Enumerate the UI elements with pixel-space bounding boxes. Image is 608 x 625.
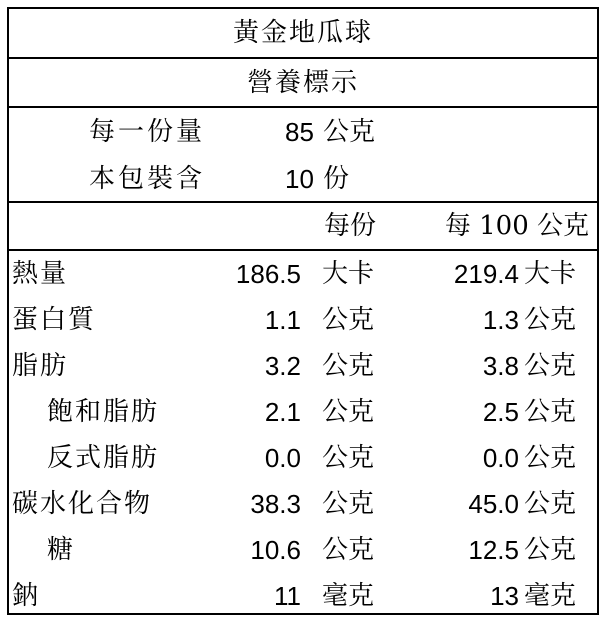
nutrient-name: 飽和脂肪 [47,397,160,427]
nutrient-per-100g-value: 219.4 [453,259,519,289]
nutrient-per-100g-value: 2.5 [482,397,519,427]
nutrient-name: 蛋白質 [12,305,97,335]
serving-size-unit: 公克 [323,117,376,147]
nutrient-per-100g-value: 3.8 [482,351,519,381]
nutrient-per-serving-value: 186.5 [235,259,301,289]
nutrient-name: 鈉 [12,581,41,611]
nutrient-per-100g-unit: 公克 [524,351,577,381]
section-title: 營養標示 [246,68,359,98]
nutrient-per-100g-value: 13 [490,581,519,611]
nutrient-per-100g-value: 1.3 [482,305,519,335]
nutrient-per-serving-value: 3.2 [264,351,301,381]
nutrient-per-100g-unit: 公克 [524,397,577,427]
nutrient-per-serving-unit: 大卡 [322,259,375,289]
nutrient-per-serving-value: 0.0 [264,443,301,473]
nutrient-per-100g-unit: 公克 [524,305,577,335]
nutrient-name: 反式脂肪 [47,443,160,473]
nutrient-per-serving-unit: 公克 [322,535,375,565]
nutrition-label [7,7,599,615]
nutrient-per-serving-unit: 毫克 [322,581,375,611]
nutrient-name: 熱量 [12,259,69,289]
product-name: 黃金地瓜球 [232,18,373,48]
nutrient-name: 碳水化合物 [12,489,153,519]
nutrient-name: 脂肪 [12,351,69,381]
nutrient-per-serving-value: 11 [274,581,301,611]
serving-count-value: 10 [285,164,314,194]
nutrient-per-100g-unit: 公克 [524,489,577,519]
nutrient-per-serving-unit: 公克 [322,305,375,335]
serving-count-unit: 份 [323,164,350,194]
divider-header [9,249,597,251]
nutrient-per-serving-value: 1.1 [264,305,301,335]
nutrient-per-serving-value: 2.1 [264,397,301,427]
divider-serving [9,201,597,203]
column-header-per-100g: 每 100 公克 [444,211,589,241]
divider-section [9,106,597,108]
nutrient-per-100g-value: 45.0 [468,489,519,519]
nutrient-per-100g-unit: 毫克 [524,581,577,611]
nutrient-per-serving-value: 38.3 [250,489,301,519]
nutrient-per-serving-unit: 公克 [322,443,375,473]
nutrient-per-serving-unit: 公克 [322,397,375,427]
nutrient-name: 糖 [47,535,76,565]
nutrient-per-100g-value: 12.5 [468,535,519,565]
nutrient-per-serving-value: 10.6 [250,535,301,565]
nutrient-per-serving-unit: 公克 [322,489,375,519]
serving-size-value: 85 [285,117,314,147]
serving-size-label: 每一份量 [89,117,206,147]
serving-count-label: 本包裝含 [89,164,206,194]
nutrient-per-100g-value: 0.0 [482,443,519,473]
nutrient-per-serving-unit: 公克 [322,351,375,381]
nutrient-per-100g-unit: 公克 [524,535,577,565]
nutrient-per-100g-unit: 大卡 [524,259,577,289]
column-header-per-serving: 每份 [324,211,377,241]
nutrient-per-100g-unit: 公克 [524,443,577,473]
